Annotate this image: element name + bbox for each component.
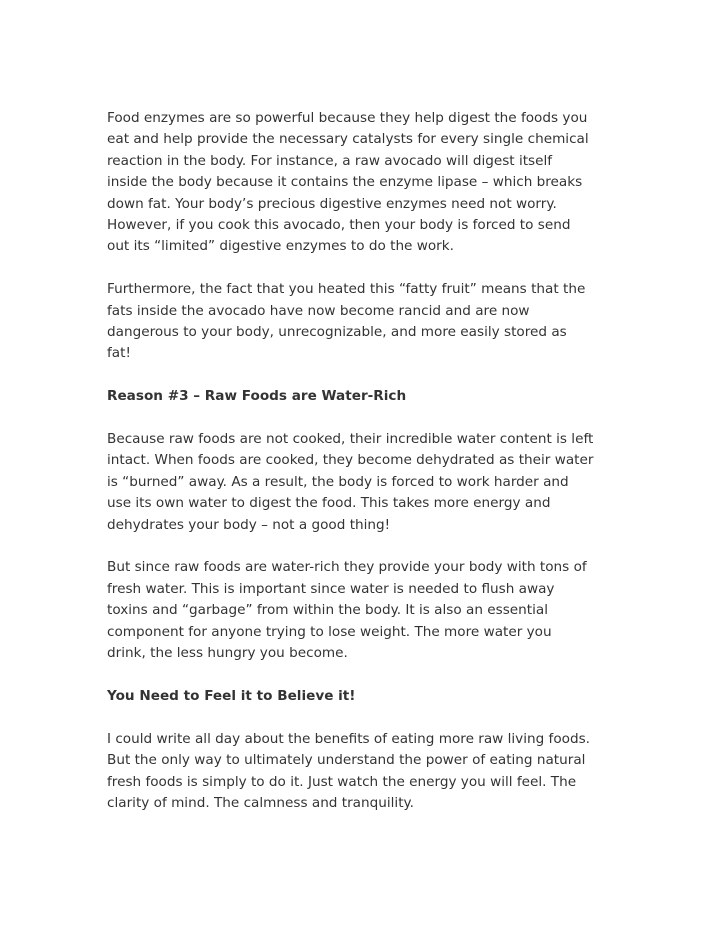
paragraph-line: eat and help provide the necessary catalysts for every single chemical — [107, 131, 589, 148]
paragraph-line: toxins and “garbage” from within the body. It is also an essential — [107, 602, 548, 619]
paragraph-line: fresh water. This is important since water is needed to flush away — [107, 580, 555, 597]
paragraph-line: inside the body because it contains the enzyme lipase – which breaks — [107, 174, 583, 191]
paragraph-fatty-fruit — [107, 279, 637, 365]
paragraph-line: down fat. Your body’s precious digestive enzymes need not worry. — [107, 195, 557, 212]
paragraph-line: drink, the less hungry you become. — [107, 645, 348, 662]
paragraph-fresh-water — [107, 557, 637, 664]
section-heading-water-rich: Reason #3 – Raw Foods are Water-Rich — [107, 388, 407, 405]
paragraph-line: Furthermore, the fact that you heated this “fatty fruit” means that the — [107, 281, 586, 298]
paragraph-line: Food enzymes are so powerful because they help digest the foods you — [107, 110, 588, 126]
paragraph-water-content — [107, 429, 637, 536]
paragraph-line: Because raw foods are not cooked, their incredible water content is left — [107, 431, 594, 448]
paragraph-line: component for anyone trying to lose weight. The more water you — [107, 623, 552, 640]
paragraph-line: fat! — [107, 345, 131, 362]
paragraph-line: dehydrates your body – not a good thing! — [107, 516, 391, 533]
paragraph-line: fats inside the avocado have now become rancid and are now — [107, 302, 530, 319]
paragraph-enzymes — [107, 108, 637, 258]
paragraph-line: is “burned” away. As a result, the body is forced to work harder and — [107, 473, 569, 490]
paragraph-raw-living-foods — [107, 729, 637, 815]
paragraph-line: use its own water to digest the food. This takes more energy and — [107, 495, 551, 512]
paragraph-line: However, if you cook this avocado, then your body is forced to send — [107, 217, 571, 234]
paragraph-line: reaction in the body. For instance, a raw avocado will digest itself — [107, 152, 553, 169]
paragraph-line: But since raw foods are water-rich they provide your body with tons of — [107, 559, 587, 576]
section-heading-feel-it: You Need to Feel it to Believe it! — [107, 687, 356, 704]
paragraph-line: dangerous to your body, unrecognizable, and more easily stored as — [107, 324, 567, 341]
paragraph-line: out its “limited” digestive enzymes to do the work. — [107, 238, 454, 255]
paragraph-line: fresh foods is simply to do it. Just watch the energy you will feel. The — [107, 773, 577, 790]
paragraph-line: clarity of mind. The calmness and tranquility. — [107, 794, 414, 811]
paragraph-line: But the only way to ultimately understand the power of eating natural — [107, 752, 586, 769]
document-body — [107, 108, 637, 836]
paragraph-line: intact. When foods are cooked, they become dehydrated as their water — [107, 452, 594, 469]
paragraph-line: I could write all day about the benefits of eating more raw living foods. — [107, 730, 591, 747]
